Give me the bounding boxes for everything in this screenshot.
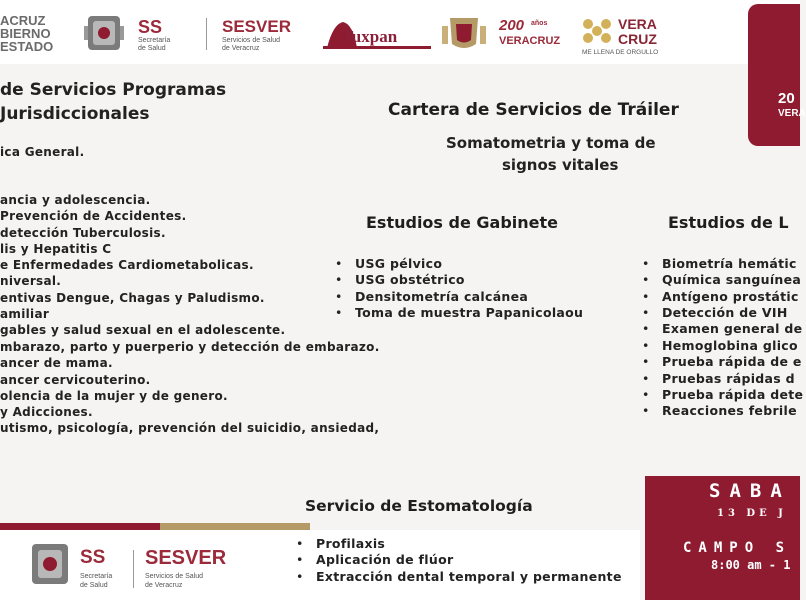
- sesver-logo-line2: de Veracruz: [222, 45, 260, 52]
- event-day: SABA: [709, 480, 791, 502]
- veracruz-brand-line1: VERA: [618, 16, 657, 32]
- left-list-item: ancer cervicouterino.: [0, 373, 151, 387]
- laboratorio-item: • Detección de VIH: [662, 305, 788, 320]
- left-list-item: detección Tuberculosis.: [0, 226, 166, 240]
- coat-of-arms-icon: [82, 12, 126, 54]
- red-tab-word: VERA: [778, 108, 806, 119]
- red-side-panel: [748, 4, 806, 146]
- left-list-item: olencia de la mujer y de genero.: [0, 389, 228, 403]
- laboratorio-item: • Biometría hemátic: [662, 256, 797, 271]
- laboratorio-item: • Prueba rápida dete: [662, 387, 803, 402]
- laboratorio-item: • Hemoglobina glico: [662, 338, 798, 353]
- left-list-item: entivas Dengue, Chagas y Paludismo.: [0, 291, 265, 305]
- footer-sesver-text: SESVER: [145, 547, 227, 569]
- veracruz-gov-line1: ACRUZ: [0, 13, 46, 28]
- footer-coat-of-arms-icon: [26, 540, 74, 588]
- gabinete-item: • Densitometría calcánea: [355, 289, 528, 304]
- red-tab-number: 20: [778, 90, 795, 107]
- veracruz-star-icon: [580, 16, 614, 46]
- estomatologia-item: • Aplicación de flúor: [316, 552, 453, 567]
- left-title-line2: Jurisdiccionales: [0, 104, 150, 124]
- footer-bar-gold: [160, 523, 310, 530]
- event-place: CAMPO S: [683, 540, 792, 556]
- laboratorio-item: • Prueba rápida de e: [662, 354, 802, 369]
- bicentenario-suffix: años: [531, 20, 548, 27]
- veracruz-brand-tagline: ME LLENA DE ORGULLO: [582, 49, 659, 56]
- veracruz-brand-line2: CRUZ: [618, 31, 657, 47]
- left-list-item: lis y Hepatitis C: [0, 242, 112, 256]
- left-list-item: mbarazo, parto y puerperio y detección de embarazo.: [0, 340, 380, 354]
- event-time: 8:00 am - 1: [711, 558, 791, 572]
- bicentenario-number: 200: [499, 17, 525, 34]
- footer-ss-line2: de Salud: [80, 582, 108, 589]
- event-date: 13 DE J: [717, 508, 787, 519]
- footer-ss-text: SS: [80, 547, 106, 568]
- laboratorio-heading: Estudios de L: [668, 213, 789, 232]
- left-list-item: ancia y adolescencia.: [0, 193, 151, 207]
- estomatologia-item: • Profilaxis: [316, 536, 385, 551]
- sesver-logo-line1: Servicios de Salud: [222, 37, 280, 44]
- gabinete-item: • USG pélvico: [355, 256, 442, 271]
- tuxpan-logo-text: Tuxpan: [342, 27, 398, 46]
- laboratorio-item: • Examen general de: [662, 321, 802, 336]
- left-title-line1: de Servicios Programas: [0, 80, 227, 100]
- laboratorio-item: • Pruebas rápidas d: [662, 371, 795, 386]
- left-list-item: gables y salud sexual en el adolescente.: [0, 323, 286, 337]
- estomatologia-heading: Servicio de Estomatología: [305, 497, 533, 515]
- left-list-item: niversal.: [0, 274, 62, 288]
- footer-bar-red: [0, 523, 160, 530]
- laboratorio-item: • Química sanguínea: [662, 272, 801, 287]
- left-list-item: e Enfermedades Cardiometabolicas.: [0, 258, 254, 272]
- footer-sesver-line2: de Veracruz: [145, 582, 183, 589]
- bicentenario-word: VERACRUZ: [499, 35, 561, 47]
- laboratorio-item: • Antígeno prostátic: [662, 289, 799, 304]
- estomatologia-item: • Extracción dental temporal y permanente: [316, 569, 622, 584]
- left-list-item: ancer de mama.: [0, 356, 113, 370]
- footer-sesver-line1: Servicios de Salud: [145, 573, 203, 580]
- veracruz-gov-line3: ESTADO: [0, 39, 54, 54]
- header-banner: [0, 0, 800, 64]
- footer-divider: [133, 550, 134, 588]
- left-list-item: Prevención de Accidentes.: [0, 209, 187, 223]
- laboratorio-item: • Reacciones febrile: [662, 403, 797, 418]
- gabinete-heading: Estudios de Gabinete: [366, 213, 558, 232]
- left-list-item: utismo, psicología, prevención del suicidio, ansiedad,: [0, 421, 380, 435]
- trailer-subtitle-line2: signos vitales: [502, 156, 619, 174]
- municipal-crest-icon: [440, 14, 488, 54]
- trailer-subtitle-line1: Somatometria y toma de: [446, 134, 656, 152]
- gabinete-item: • USG obstétrico: [355, 272, 465, 287]
- footer-ss-line1: Secretaría: [80, 573, 113, 580]
- gabinete-item: • Toma de muestra Papanicolaou: [355, 305, 583, 320]
- left-list-item: amiliar: [0, 307, 50, 321]
- ss-logo-text: SS: [138, 17, 163, 37]
- trailer-title: Cartera de Servicios de Tráiler: [388, 100, 679, 120]
- event-date-panel: [645, 476, 800, 600]
- veracruz-gov-line2: BIERNO: [0, 26, 51, 41]
- ss-logo-line2: de Salud: [138, 45, 166, 52]
- sesver-logo-text: SESVER: [222, 17, 291, 36]
- left-list-item: ica General.: [0, 145, 85, 159]
- ss-logo-line1: Secretaría: [138, 37, 171, 44]
- logo-divider: [206, 18, 207, 50]
- left-list-item: y Adicciones.: [0, 405, 93, 419]
